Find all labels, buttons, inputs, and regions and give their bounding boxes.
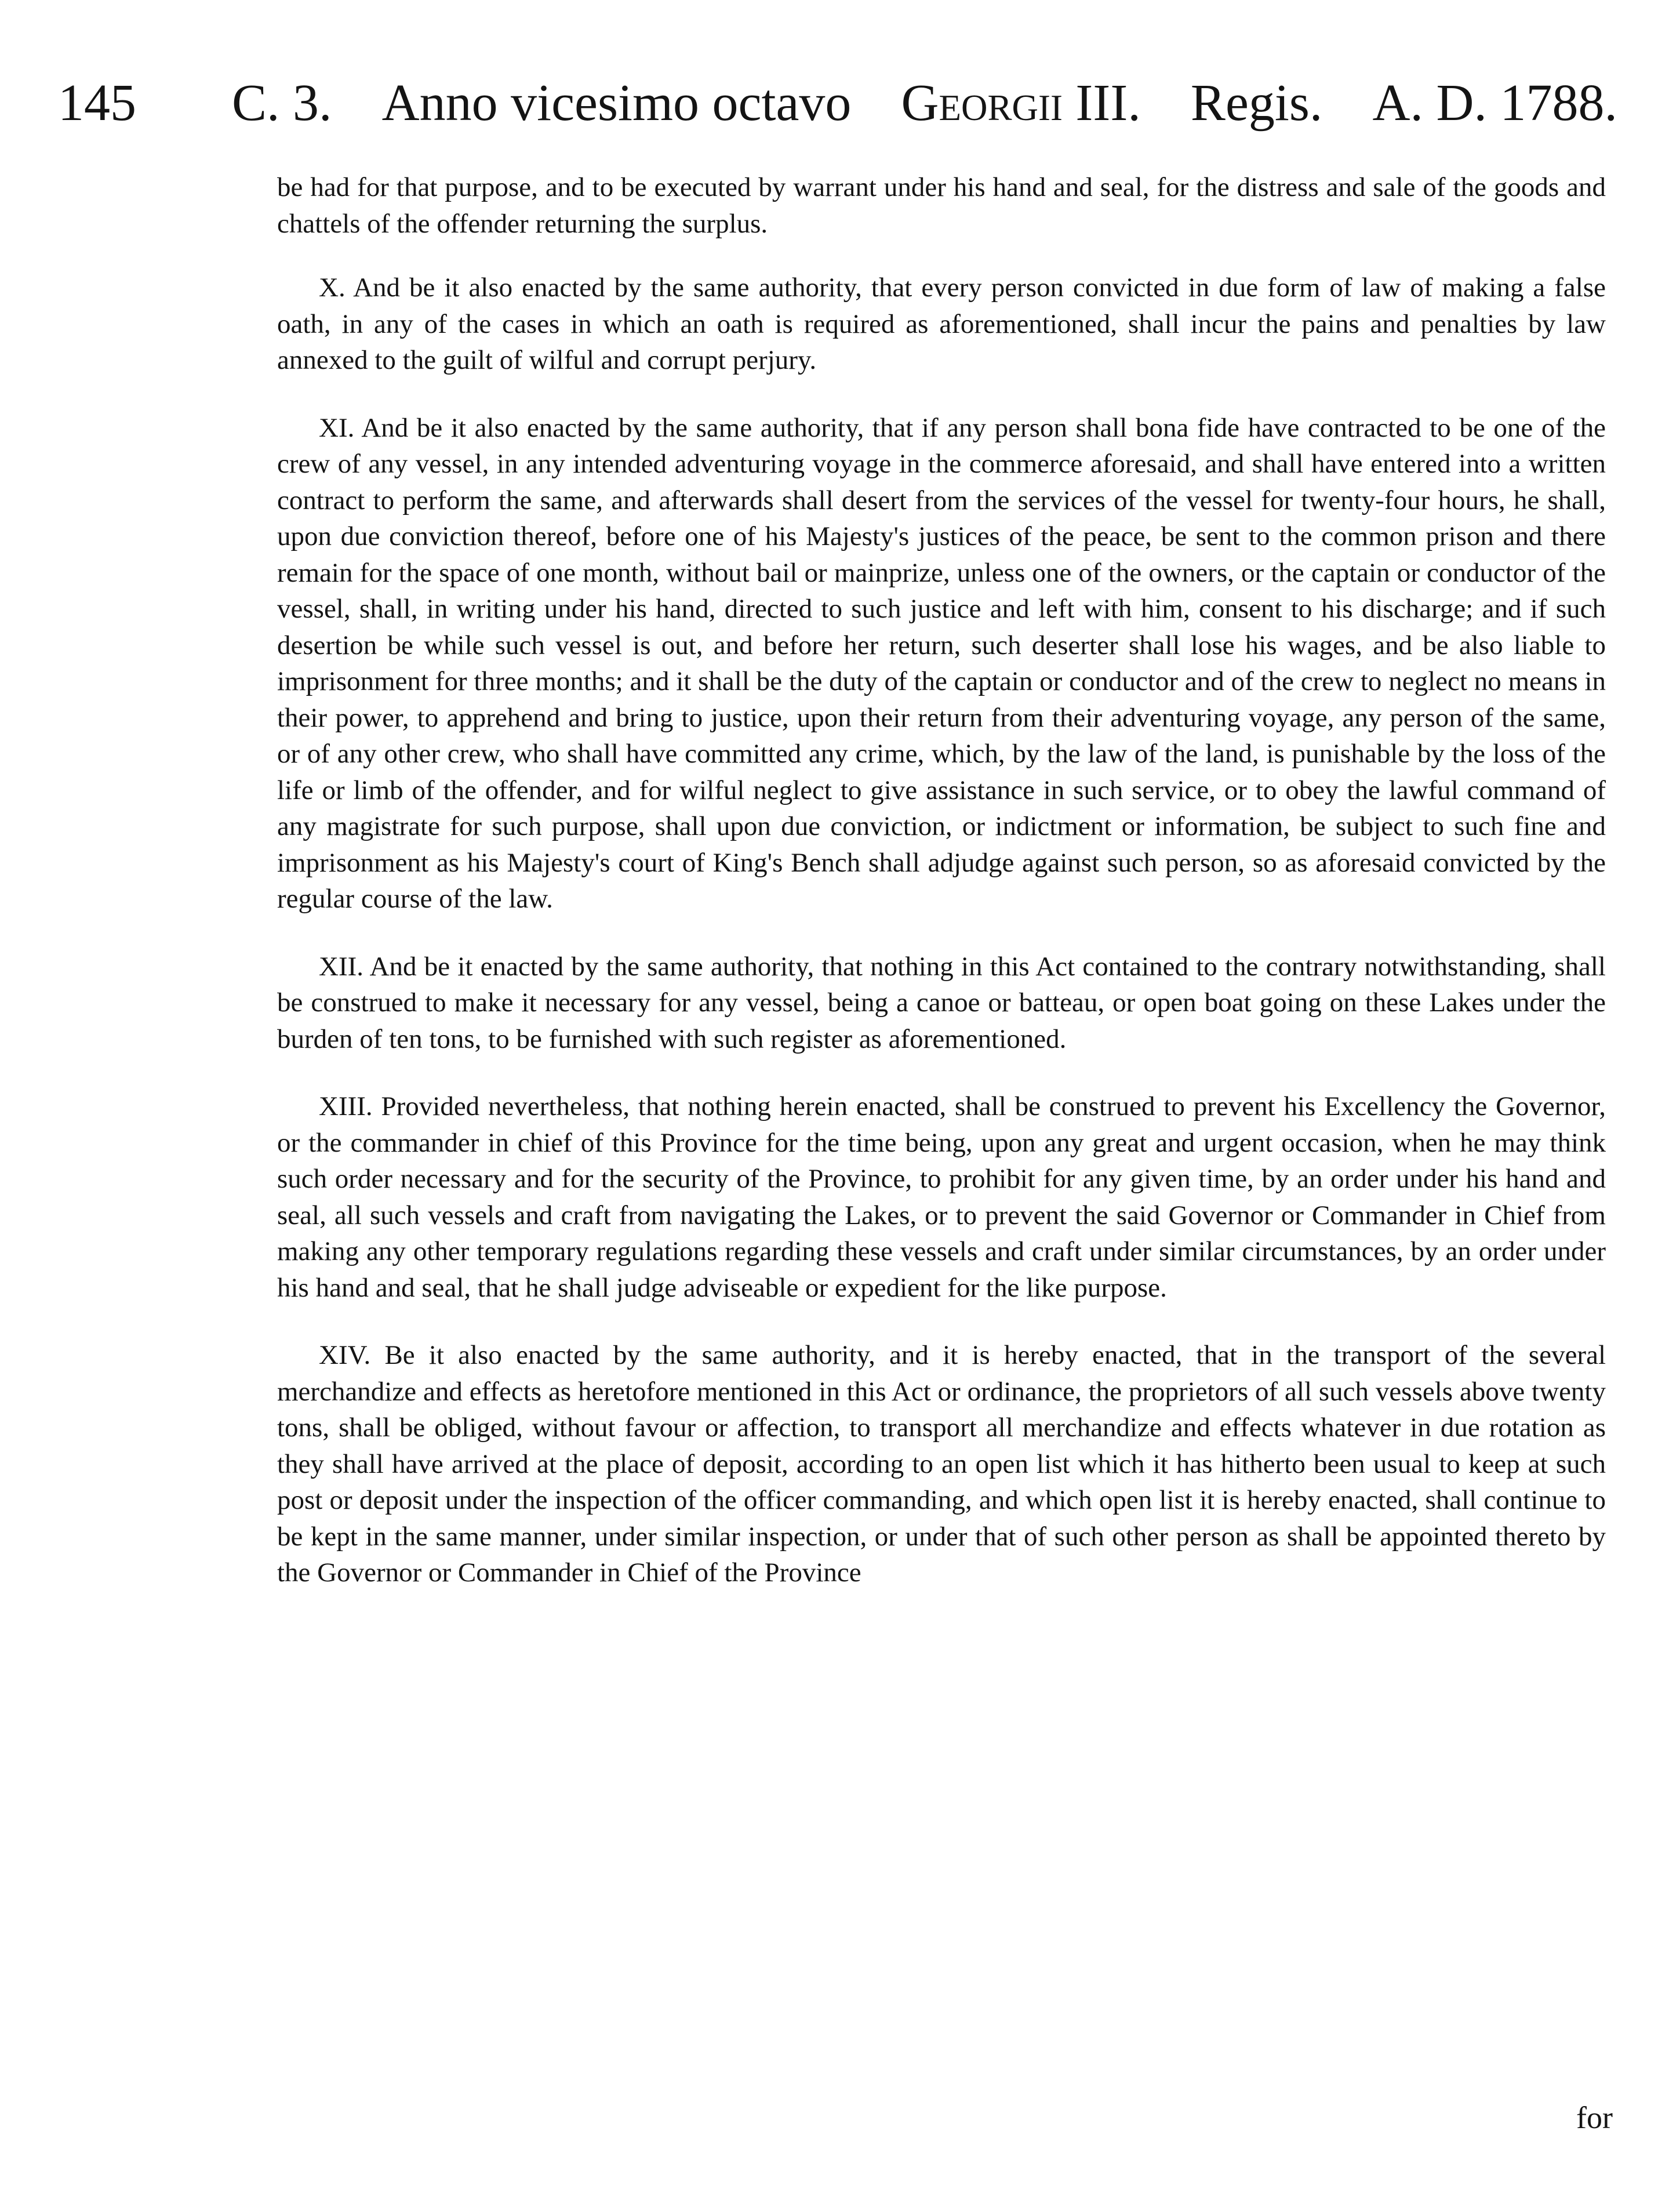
chapter-number: C. 3. xyxy=(232,74,332,132)
regis-label: Regis. xyxy=(1190,74,1323,132)
section-xii-paragraph: XII. And be it enacted by the same authority, that nothing in this Act contained to the contrary notwithstanding, shall be construed to make it necessary for any vessel, being a canoe or batteau, or open boat going on these Lakes under the burden of ten tons, to be furnished with such register as aforementioned. xyxy=(277,951,1606,1054)
page-number: 145 xyxy=(58,74,136,132)
section-x-paragraph: X. And be it also enacted by the same authority, that every person convicted in due form of law of making a false oath, in any of the cases in which an oath is required as aforementioned, shall incur the pains and penalties by law annexed to the guilt of wilful and corrupt perjury. xyxy=(277,273,1606,375)
running-head xyxy=(232,68,1617,138)
regnal-year: Anno vicesimo octavo xyxy=(381,74,852,132)
section-xi-paragraph: XI. And be it also enacted by the same authority, that if any person shall bona fide have contracted to be one of the crew of any vessel, in any intended adventuring voyage in the commerce aforesaid, and shall have entered into a written contract to perform the same, and afterwards shall desert from the services of the vessel for twenty-four hours, he shall, upon due conviction thereof, before one of his Majesty's justices of the peace, be sent to the common prison and there remain for the space of one month, without bail or mainprize, unless one of the owners, or the captain or conductor of the vessel, shall, in writing under his hand, directed to such justice and left with him, consent to his discharge; and if such desertion be while such vessel is out, and before her return, such deserter shall lose his wages, and be also liable to imprisonment for three months; and it shall be the duty of the captain or conductor and of the crew to neglect no means in their power, to apprehend and bring to justice, upon their return from their adventuring voyage, any person of the same, or of any other crew, who shall have committed any crime, which, by the law of the land, is punishable by the loss of the life or limb of the offender, and for wilful neglect to give assistance in such service, or to obey the lawful command of any magistrate for such purpose, shall upon due conviction, or indictment or information, be subject to such fine and imprisonment as his Majesty's court of King's Bench shall adjudge against such person, so as aforesaid convicted by the regular course of the law. xyxy=(277,412,1606,914)
section-xiii-paragraph: XIII. Provided nevertheless, that nothing herein enacted, shall be construed to prevent his Excellency the Governor, or the commander in chief of this Province for the time being, upon any great and urgent occasion, when he may think such order necessary and for the security of the Province, to prohibit for any given time, by an order under his hand and seal, all such vessels and craft from navigating the Lakes, or to prevent the said Governor or Commander in Chief from making any other temporary regulations regarding these vessels and craft under similar circumstances, by an order under his hand and seal, that he shall judge adviseable or expedient for the like purpose. xyxy=(277,1091,1606,1303)
continuation-paragraph: be had for that purpose, and to be executed by warrant under his hand and seal, for the distress and sale of the goods and chattels of the offender returning the surplus. xyxy=(277,172,1606,239)
monarch-name: Georgii III. xyxy=(901,74,1141,132)
anno-domini: A. D. 1788. xyxy=(1372,74,1617,132)
page-header xyxy=(58,68,1617,138)
catchword: for xyxy=(1576,2100,1613,2135)
section-xiv-paragraph: XIV. Be it also enacted by the same authority, and it is hereby enacted, that in the transport of the several merchandize and effects as heretofore mentioned in this Act or ordinance, the proprietors of all such vessels above twenty tons, shall be obliged, without favour or affection, to transport all merchandize and effects whatever in due rotation as they shall have arrived at the place of deposit, according to an open list which it has hitherto been usual to keep at such post or deposit under the inspection of the officer commanding, and which open list it is hereby enacted, shall continue to be kept in the same manner, under similar inspection, or under that of such other person as shall be appointed thereto by the Governor or Commander in Chief of the Province xyxy=(277,1340,1606,1588)
document-body xyxy=(277,169,1606,1591)
